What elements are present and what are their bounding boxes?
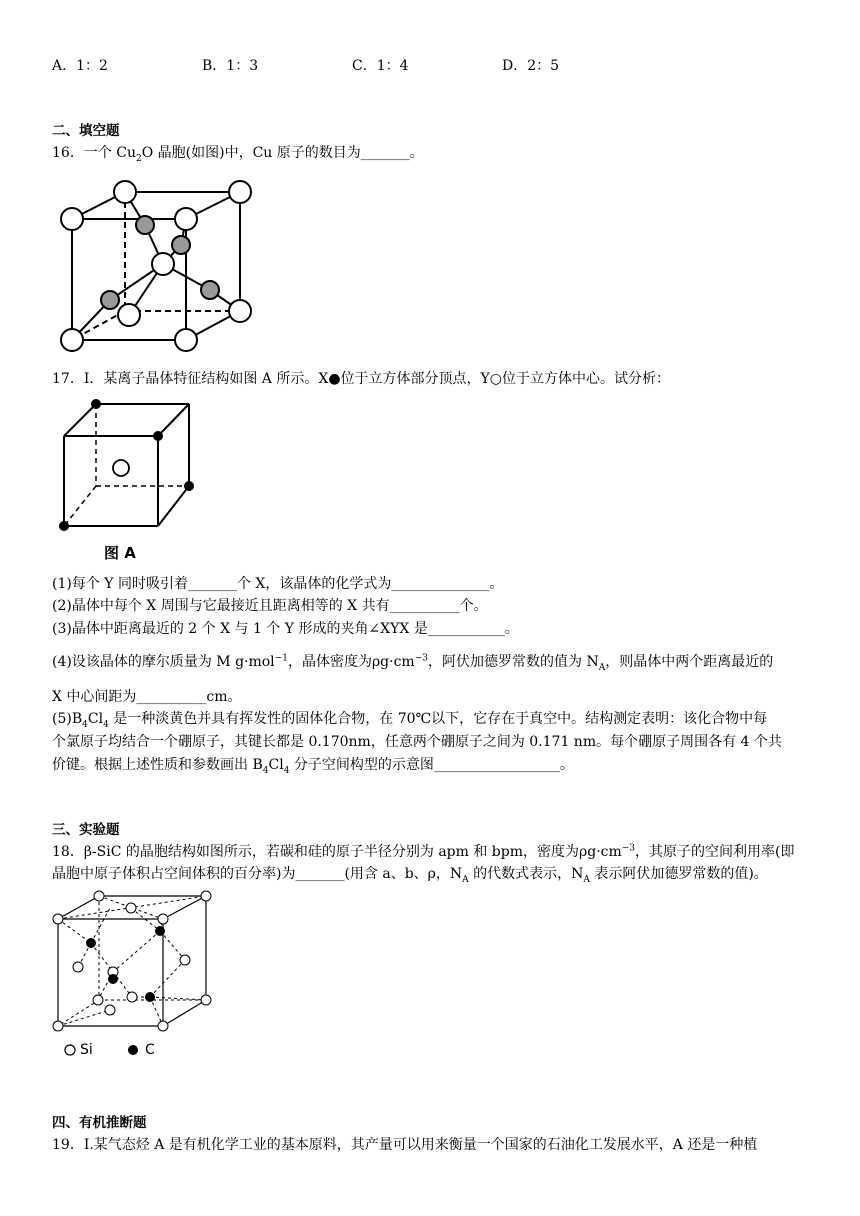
question-17-part-1: (1)每个 Y 同时吸引着_______个 X，该晶体的化学式为______________。 [52,576,504,592]
question-17-part-4-line-2: X 中心间距为__________cm。 [52,689,242,705]
option-a: A．1：2 [52,58,108,74]
question-17-part-4-line-1: (4)设该晶体的摩尔质量为 M g·mol$^{-1}$，晶体密度为$\rho g\cdot cm^{-3}$，阿伏加德罗常数的值为 $N_A$，则晶体中两个距离最近的 [52,653,774,673]
figure-a-caption: 图 A [104,544,136,562]
legend-si-label: Si [80,1042,93,1058]
question-17-part-5-line-1: $(5)B_4Cl_4$ 是一种淡黄色并具有挥发性的固体化合物，在 70℃以下，它存在于真空中。结构测定表明：该化合物中每 [52,711,768,730]
legend-c-label: C [145,1042,155,1058]
question-18-line-1: 18．β-SiC 的晶胞结构如图所示，若碳和硅的原子半径分别为 apm 和 bpm，密度为$\rho g\cdot cm^{-3}$，其原子的空间利用率(即 [52,843,795,860]
question-18-line-2: 晶胞中原子体积占空间体积的百分率)为_______(用含 a、b、ρ，$N_A$ 的代数式表示，$N_A$ 表示阿伏加德罗常数的值)。 [52,866,768,885]
cu2o-unit-cell-figure [52,172,272,362]
section-title-experiment: 三、实验题 [52,822,120,838]
question-19: 19．I.某气态烃 A 是有机化学工业的基本原料，其产量可以用来衡量一个国家的石油化工发展水平，A 还是一种植 [52,1137,758,1153]
legend-si-marker-icon [63,1043,77,1057]
sic-unit-cell-figure [52,890,222,1038]
question-17-part-3: (3)晶体中距离最近的 2 个 X 与 1 个 Y 形成的夹角∠XYX 是___________。 [52,621,519,637]
figure-a-cube [52,396,202,566]
legend-c-marker-icon [126,1043,140,1057]
question-16: 16．一个 $Cu_2O$ 晶胞(如图)中，Cu 原子的数目为_______。 [52,145,424,164]
option-d: D．2：5 [502,58,560,74]
question-17-intro: 17．I．某离子晶体特征结构如图 A 所示。X●位于立方体部分顶点，Y○位于立方体中心。试分析： [52,371,670,387]
question-17-part-2: (2)晶体中每个 X 周围与它最接近且距离相等的 X 共有__________个。 [52,598,488,614]
option-c: C．1：4 [352,58,409,74]
question-17-part-5-line-3: 价键。根据上述性质和参数画出 $B_4Cl_4$ 分子空间构型的示意图__________________。 [52,757,574,776]
section-title-organic: 四、有机推断题 [52,1115,147,1131]
section-title-fill-blank: 二、填空题 [52,123,120,139]
question-17-part-5-line-2: 个氯原子均结合一个硼原子，其键长都是 0.170nm，任意两个硼原子之间为 0.171 nm。每个硼原子周围各有 4 个共 [52,734,782,750]
option-b: B．1：3 [202,58,259,74]
